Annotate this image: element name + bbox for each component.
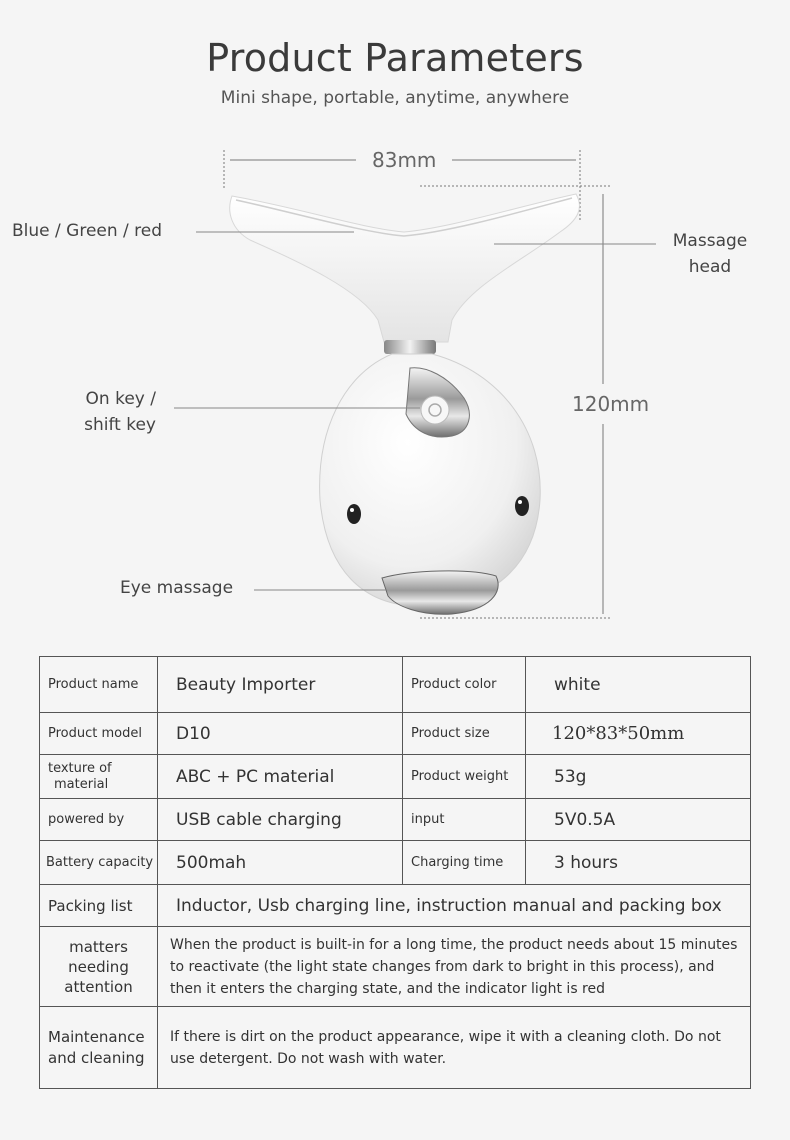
maintenance-line1: Maintenance <box>48 1027 145 1046</box>
battery-capacity-label: Battery capacity <box>40 841 158 885</box>
massage-head-line2: head <box>688 257 732 277</box>
massage-head-line1: Massage <box>672 231 748 251</box>
maintenance-line2: and cleaning <box>48 1048 145 1067</box>
table-row <box>40 841 751 885</box>
product-size-value: 120*83*50mm <box>526 713 751 755</box>
attention-line3: attention <box>64 977 133 996</box>
product-weight-value: 53g <box>526 755 751 799</box>
maintenance-label <box>40 1007 158 1089</box>
massage-head-shape <box>230 194 580 342</box>
table-row <box>40 1007 751 1089</box>
eye-massage-callout: Eye massage <box>120 578 234 598</box>
charging-time-label: Charging time <box>403 841 526 885</box>
product-name-label: Product name <box>40 657 158 713</box>
texture-value: ABC + PC material <box>158 755 403 799</box>
right-eye <box>515 496 529 516</box>
massage-head-callout <box>666 228 754 280</box>
attention-line2: needing <box>68 957 129 976</box>
left-eye <box>347 504 361 524</box>
product-name-value: Beauty Importer <box>158 657 403 713</box>
powered-by-value: USB cable charging <box>158 799 403 841</box>
product-size-label: Product size <box>403 713 526 755</box>
power-button[interactable] <box>421 396 449 424</box>
product-color-label: Product color <box>403 657 526 713</box>
neck-ring <box>384 340 436 354</box>
product-weight-label: Product weight <box>403 755 526 799</box>
height-label: 120mm <box>572 392 650 416</box>
input-label: input <box>403 799 526 841</box>
maintenance-value: If there is dirt on the product appearance, wipe it with a cleaning cloth. Do not use detergent. Do not wash with water. <box>158 1007 751 1089</box>
color-callout: Blue / Green / red <box>12 221 163 241</box>
page-title: Product Parameters <box>206 36 584 80</box>
table-row <box>40 755 751 799</box>
input-value: 5V0.5A <box>526 799 751 841</box>
product-model-value: D10 <box>158 713 403 755</box>
spec-table <box>39 656 751 1089</box>
product-color-value: white <box>526 657 751 713</box>
table-row <box>40 927 751 1007</box>
battery-capacity-value: 500mah <box>158 841 403 885</box>
table-row <box>40 713 751 755</box>
texture-label <box>40 755 158 799</box>
on-key-callout <box>64 386 156 438</box>
on-key-line1: On key / <box>85 389 156 409</box>
charging-time-value: 3 hours <box>526 841 751 885</box>
powered-by-label: powered by <box>40 799 158 841</box>
packing-list-label: Packing list <box>40 885 158 927</box>
table-row <box>40 657 751 713</box>
page-subtitle: Mini shape, portable, anytime, anywhere <box>220 88 570 108</box>
attention-line1: matters <box>69 937 128 956</box>
texture-line1: texture of <box>48 760 112 776</box>
product-model-label: Product model <box>40 713 158 755</box>
width-label: 83mm <box>372 148 437 172</box>
table-row <box>40 799 751 841</box>
eye-massage-tip <box>382 571 498 614</box>
packing-list-value: Inductor, Usb charging line, instruction manual and packing box <box>158 885 751 927</box>
texture-line2: material <box>54 776 109 792</box>
attention-label <box>40 927 158 1007</box>
attention-value: When the product is built-in for a long time, the product needs about 15 minutes to reactivate (the light state changes from dark to bright in this process), and then it enters the charging state, and the indicator light is red <box>158 927 751 1007</box>
on-key-line2: shift key <box>84 415 156 435</box>
table-row <box>40 885 751 927</box>
